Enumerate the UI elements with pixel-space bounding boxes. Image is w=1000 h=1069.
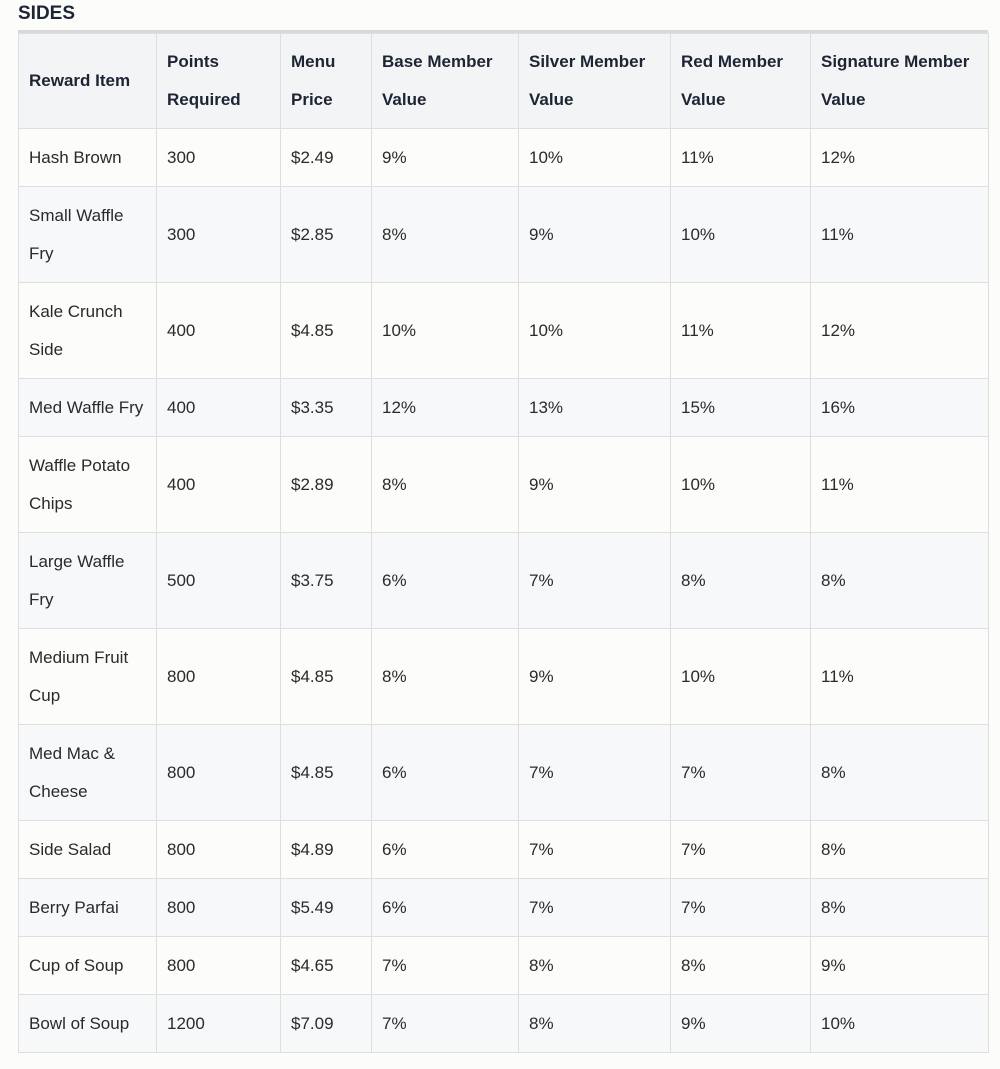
cell-base-member-value: 8% [372,629,519,725]
cell-silver-member-value: 13% [519,379,671,437]
cell-signature-member-value: 8% [811,821,989,879]
cell-reward-item: Hash Brown [19,129,157,187]
cell-reward-item: Waffle Potato Chips [19,437,157,533]
cell-menu-price: $3.35 [281,379,372,437]
cell-points-required: 1200 [157,995,281,1053]
table-row [19,187,989,283]
cell-base-member-value: 6% [372,821,519,879]
cell-silver-member-value: 9% [519,437,671,533]
cell-silver-member-value: 7% [519,821,671,879]
cell-signature-member-value: 11% [811,187,989,283]
cell-base-member-value: 12% [372,379,519,437]
table-row [19,629,989,725]
cell-red-member-value: 8% [671,937,811,995]
cell-base-member-value: 6% [372,879,519,937]
cell-silver-member-value: 10% [519,283,671,379]
cell-red-member-value: 9% [671,995,811,1053]
table-row [19,129,989,187]
cell-points-required: 300 [157,187,281,283]
cell-base-member-value: 9% [372,129,519,187]
cell-points-required: 800 [157,629,281,725]
cell-silver-member-value: 9% [519,187,671,283]
cell-signature-member-value: 10% [811,995,989,1053]
cell-red-member-value: 7% [671,821,811,879]
cell-reward-item: Bowl of Soup [19,995,157,1053]
table-row [19,937,989,995]
cell-menu-price: $3.75 [281,533,372,629]
column-header-base-member-value: Base Member Value [372,34,519,129]
cell-reward-item: Med Mac & Cheese [19,725,157,821]
cell-base-member-value: 7% [372,937,519,995]
cell-signature-member-value: 16% [811,379,989,437]
cell-points-required: 500 [157,533,281,629]
cell-menu-price: $4.85 [281,629,372,725]
cell-points-required: 400 [157,437,281,533]
column-header-silver-member-value: Silver Member Value [519,34,671,129]
table-row [19,821,989,879]
cell-menu-price: $2.49 [281,129,372,187]
cell-reward-item: Berry Parfai [19,879,157,937]
cell-signature-member-value: 9% [811,937,989,995]
cell-points-required: 800 [157,937,281,995]
cell-points-required: 400 [157,379,281,437]
cell-points-required: 400 [157,283,281,379]
cell-menu-price: $4.85 [281,283,372,379]
cell-reward-item: Side Salad [19,821,157,879]
cell-silver-member-value: 7% [519,533,671,629]
cell-signature-member-value: 11% [811,437,989,533]
table-row [19,379,989,437]
table-row [19,533,989,629]
cell-base-member-value: 7% [372,995,519,1053]
column-header-signature-member-value: Signature Member Value [811,34,989,129]
cell-signature-member-value: 11% [811,629,989,725]
cell-signature-member-value: 8% [811,533,989,629]
cell-signature-member-value: 12% [811,283,989,379]
cell-reward-item: Large Waffle Fry [19,533,157,629]
cell-silver-member-value: 7% [519,725,671,821]
rewards-table [18,33,989,1053]
cell-red-member-value: 7% [671,725,811,821]
column-header-reward-item: Reward Item [19,34,157,129]
cell-red-member-value: 8% [671,533,811,629]
cell-reward-item: Small Waffle Fry [19,187,157,283]
cell-points-required: 800 [157,879,281,937]
cell-menu-price: $2.85 [281,187,372,283]
column-header-red-member-value: Red Member Value [671,34,811,129]
cell-base-member-value: 6% [372,533,519,629]
column-header-points-required: Points Required [157,34,281,129]
cell-menu-price: $4.65 [281,937,372,995]
table-row [19,879,989,937]
cell-silver-member-value: 9% [519,629,671,725]
cell-menu-price: $4.89 [281,821,372,879]
column-header-menu-price: Menu Price [281,34,372,129]
cell-silver-member-value: 8% [519,937,671,995]
cell-menu-price: $2.89 [281,437,372,533]
cell-signature-member-value: 8% [811,879,989,937]
cell-red-member-value: 10% [671,187,811,283]
cell-red-member-value: 11% [671,283,811,379]
cell-reward-item: Medium Fruit Cup [19,629,157,725]
table-header-row [19,34,989,129]
cell-points-required: 800 [157,725,281,821]
cell-red-member-value: 10% [671,437,811,533]
cell-reward-item: Kale Crunch Side [19,283,157,379]
cell-silver-member-value: 7% [519,879,671,937]
cell-base-member-value: 6% [372,725,519,821]
cell-red-member-value: 15% [671,379,811,437]
table-row [19,725,989,821]
table-row [19,437,989,533]
cell-base-member-value: 8% [372,187,519,283]
cell-base-member-value: 10% [372,283,519,379]
cell-red-member-value: 10% [671,629,811,725]
cell-menu-price: $7.09 [281,995,372,1053]
cell-signature-member-value: 12% [811,129,989,187]
table-row [19,995,989,1053]
cell-signature-member-value: 8% [811,725,989,821]
cell-points-required: 800 [157,821,281,879]
cell-reward-item: Cup of Soup [19,937,157,995]
table-row [19,283,989,379]
cell-reward-item: Med Waffle Fry [19,379,157,437]
cell-red-member-value: 7% [671,879,811,937]
cell-menu-price: $5.49 [281,879,372,937]
cell-silver-member-value: 8% [519,995,671,1053]
cell-silver-member-value: 10% [519,129,671,187]
cell-red-member-value: 11% [671,129,811,187]
cell-base-member-value: 8% [372,437,519,533]
section-title: SIDES [18,3,76,24]
cell-points-required: 300 [157,129,281,187]
cell-menu-price: $4.85 [281,725,372,821]
